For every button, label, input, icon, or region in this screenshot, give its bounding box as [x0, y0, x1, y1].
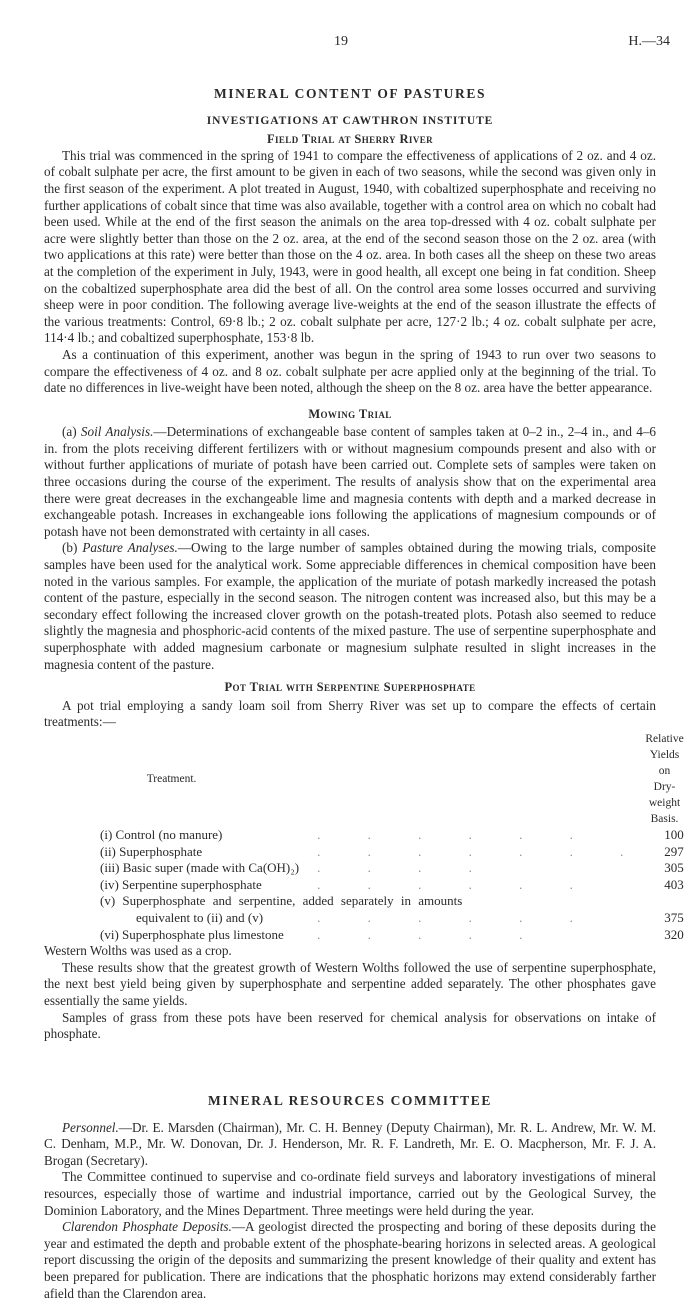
table-row [44, 893, 684, 910]
personnel-paragraph [44, 1120, 656, 1170]
pasture-analyses-text: —Owing to the large number of samples obtained during the mowing trials, composite samples have been used for the analytical work. Some appreciable differences in chemical composition have been noted in the various samples. For example, the application of the muriate of potash markedly increased the potash content of the pasture, especially in the second season. The nitrogen content was increased also, but this may be a secondary effect following the increased clover growth on the potash-treated plots. Potash also seemed to reduce slightly the magnesia and phosphoric-acid contents of the mixed pasture. The use of serpentine superphosphate and superphosphate with added magnesium carbonate or magnesium sulphate resulted in slight increases in the magnesia content of the pasture. [44, 540, 656, 672]
field-trial-paragraph: This trial was commenced in the spring of 1941 to compare the effectiveness of applications of 2 oz. and 4 oz. of cobalt sulphate per acre, the first amount to be given in each of two seasons, while the second was given only in the first season of the experiment. A plot treated in August, 1940, with cobaltized superphosphate and receiving no further applications of cobalt since that time was also available, together with a control area on which no cobalt had been used. While at the end of the first season the animals on the area top-dressed with 4 oz. cobalt sulphate per acre were slightly better than those on the 2 oz. area, at the end of the second season those on the 2 oz. area (with two applications at this rate) were better than those on the 4 oz. area. In both cases all the sheep on these two areas at the completion of the experiment in July, 1943, were in good health, all except one being in fat condition. Sheep on the cobaltized superphosphate area did the best of all. On the control area some losses occurred and surviving sheep were in poor condition. The following average live-weights at the end of the season illustrate the effects of the various treatments: Control, 69·8 lb.; 2 oz. cobalt sulphate per acre, 127·2 lb.; 4 oz. cobalt sulphate per acre, 114·4 lb.; and cobaltized superphosphate, 153·8 lb. [44, 147, 656, 346]
leader-dots: . . . . . [317, 926, 545, 942]
yield-value: 305 [664, 860, 684, 876]
document-reference: H.—34 [628, 34, 670, 49]
table-row [44, 860, 684, 877]
treatment-label-continued: equivalent to (ii) and (v) [136, 909, 264, 925]
yield-value: 320 [664, 926, 684, 942]
soil-analysis-paragraph [44, 424, 656, 540]
treatment-label: (v) Superphosphate and serpentine, added separately in amounts [100, 893, 463, 909]
leader-dots: . . . . . . [317, 909, 595, 925]
yield-header-line1: Relative Yields on [645, 732, 684, 777]
table-header-row [44, 731, 684, 827]
soil-label: (a) [62, 424, 81, 440]
mowing-trial-heading: Mowing Trial [308, 406, 392, 421]
committee-paragraph: The Committee continued to supervise and co-ordinate field surveys and laboratory investigations of mineral resources, especially those of wartime and industrial importance, carried out by the Geological Survey, the Dominion Laboratory, and the Mines Department. Three meetings were held during the year. [44, 1169, 656, 1218]
treatments-table [44, 731, 684, 943]
treatment-label: (iii) Basic super (made with Ca(OH)₂) [100, 860, 300, 876]
section-title: MINERAL RESOURCES COMMITTEE [208, 1093, 492, 1108]
personnel-text: —Dr. E. Marsden (Chairman), Mr. C. H. Benney (Deputy Chairman), Mr. R. L. Andrew, Mr. W. M. C. Denham, M.P., Mr. W. Donovan, Dr. J. Henderson, Mr. R. F. Landreth, Mr. E. O. Macpherson, Mr. F. J. A. Brogan (Secretary). [44, 1119, 656, 1168]
yield-header-line2: Dry-weight Basis. [648, 780, 681, 825]
yield-value: 403 [664, 876, 684, 892]
yield-value: 100 [664, 826, 684, 842]
personnel-title: Personnel. [62, 1119, 119, 1135]
field-trial-heading: Field Trial at Sherry River [266, 132, 434, 147]
section-title: MINERAL CONTENT OF PASTURES [213, 86, 487, 101]
crop-note: Western Wolths was used as a crop. [44, 943, 232, 959]
mineral-resources-section [44, 1093, 656, 1302]
yield-column-header [645, 731, 683, 827]
treatment-label: (ii) Superphosphate [100, 843, 203, 859]
page-header [0, 34, 700, 52]
yield-value: 375 [664, 909, 684, 925]
pot-trial-heading: Pot Trial with Serpentine Superphosphate [224, 680, 476, 695]
leader-dots: . . . . . . . [317, 843, 646, 859]
clarendon-paragraph [44, 1219, 656, 1302]
table-row [44, 844, 684, 861]
table-row [44, 877, 684, 894]
table-row [44, 910, 684, 927]
treatment-label: (i) Control (no manure) [100, 826, 223, 842]
leader-dots: . . . . [317, 860, 494, 876]
soil-analysis-title: Soil Analysis. [80, 424, 154, 440]
treatment-label: (vi) Superphosphate plus limestone [100, 926, 284, 942]
treatment-column-header: Treatment. [146, 772, 197, 785]
page-number: 19 [334, 34, 348, 49]
table-row [44, 827, 684, 844]
leader-dots: . . . . . . [317, 876, 595, 892]
pasture-label: (b) [62, 540, 83, 556]
clarendon-title: Clarendon Phosphate Deposits. [62, 1219, 232, 1235]
results-paragraph: These results show that the greatest growth of Western Wolths followed the use of serpentine superphosphate, the next best yield being given by superphosphate and serpentine added separately. The other phosphates gave essentially the same yields. [44, 959, 656, 1008]
table-row [44, 927, 684, 944]
continuation-paragraph: As a continuation of this experiment, another was begun in the spring of 1943 to run over two seasons to compare the effectiveness of 4 oz. and 8 oz. cobalt sulphate per acre applied only at the beginning of the trial. To date no differences in live-weight have been noted, although the sheep on the 8 oz. area have the better appearance. [44, 346, 656, 396]
pasture-analyses-paragraph [44, 540, 656, 673]
mineral-content-section [44, 86, 684, 1043]
yield-value: 297 [664, 843, 684, 859]
pasture-analyses-title: Pasture Analyses. [82, 540, 178, 556]
samples-paragraph: Samples of grass from these pots have been reserved for chemical analysis for observations on intake of phosphate. [44, 1009, 656, 1042]
treatment-label: (iv) Serpentine superphosphate [100, 876, 262, 892]
clarendon-text: —A geologist directed the prospecting and boring of these deposits during the year and estimated the depth and probable extent of the phosphate-bearing horizons in selected areas. A geological report discussing the origin of the deposits and summarizing the present knowledge of their quality and extent has been prepared for publication. There are indications that the phosphatic horizons may extend considerably farther afield than the Clarendon area. [44, 1219, 656, 1301]
section-subtitle: INVESTIGATIONS AT CAWTHRON INSTITUTE [206, 114, 494, 127]
pot-trial-intro: A pot trial employing a sandy loam soil from Sherry River was set up to compare the effects of certain treatments:— [44, 697, 656, 730]
soil-analysis-text: —Determinations of exchangeable base content of samples taken at 0–2 in., 2–4 in., and 4–6 in. from the plots receiving different fertilizers with or without magnesium compounds present and also with or without further applications of muriate of potash have been carried out. Complete sets of samples were taken on three occasions during the course of the experiment. The results of analysis show that on the experimental area there were great decreases in the exchangeable lime and magnesia contents with depth and a marked decrease in exchangeable potash. Increases in exchangeable ions following the applications of magnesium compounds or of potash have not been demonstrated with certainty in all cases. [44, 424, 657, 539]
leader-dots: . . . . . . [317, 826, 595, 842]
